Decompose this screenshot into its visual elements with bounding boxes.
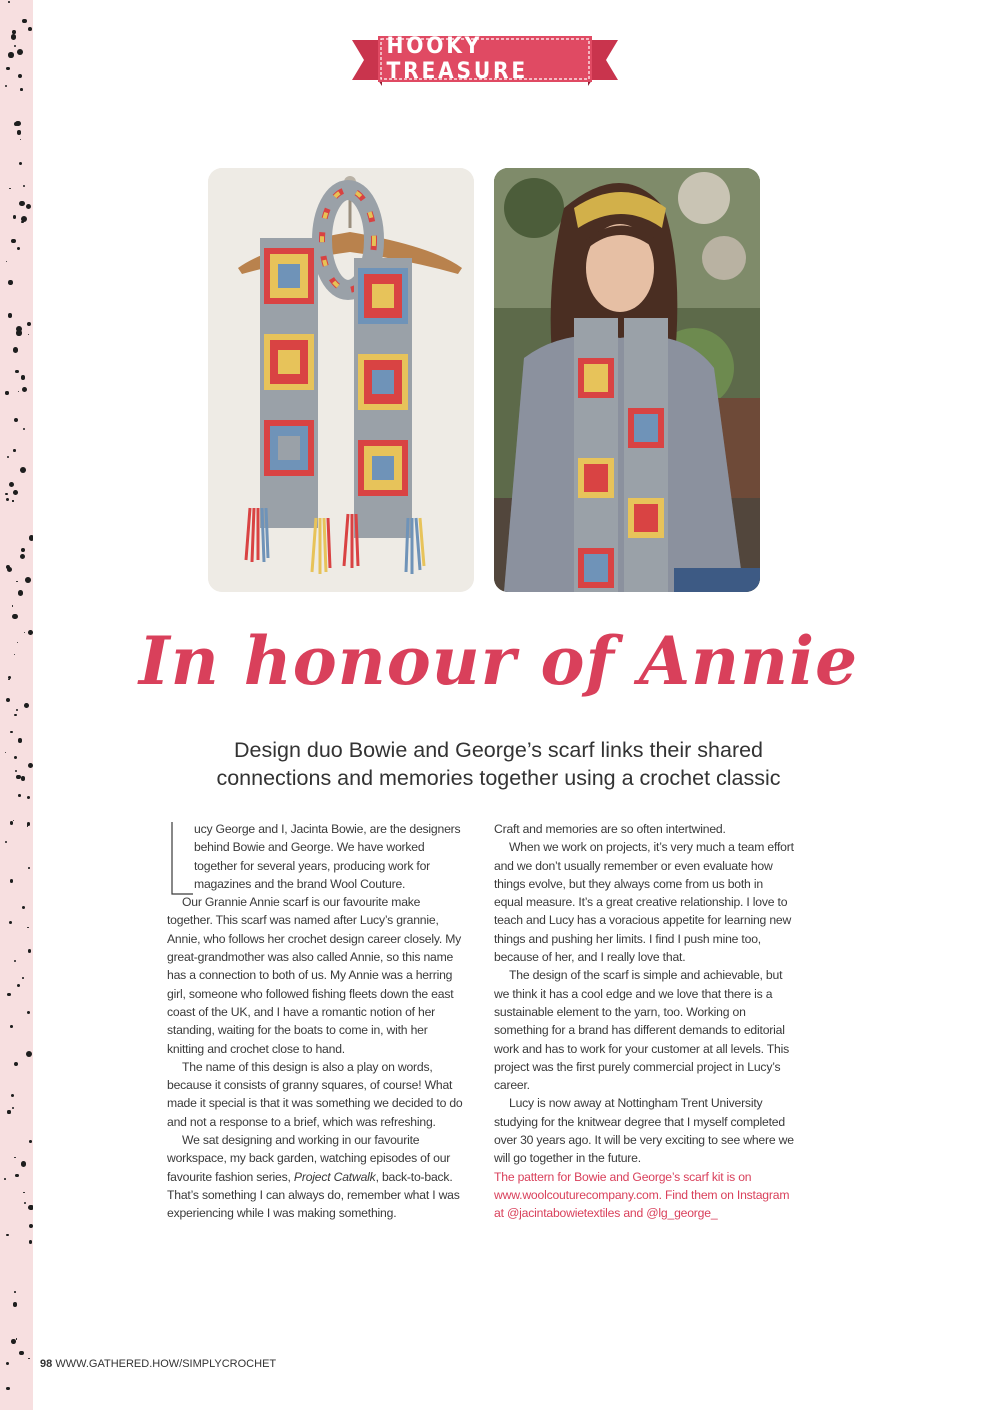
ink-spatter-dot — [14, 756, 17, 759]
ink-spatter-dot — [27, 1011, 30, 1014]
ink-spatter-dot — [8, 1, 10, 3]
ink-spatter-dot — [19, 1351, 24, 1356]
subtitle-line-2: connections and memories together using a crochet classic — [216, 766, 781, 790]
ink-spatter-dot — [6, 261, 7, 262]
paragraph: The design of the scarf is simple and achievable, but we think it has a cool edge and we love that there is a sustainable element to the yarn, too. Working on something for a brand has different demands to editorial work and has to work for your customer at all levels. This project was the first purely commercial project in Lucy’s career. — [494, 968, 790, 1093]
ink-spatter-dot — [26, 1051, 32, 1057]
ink-spatter-dot — [7, 993, 11, 997]
ink-spatter-dot — [10, 879, 13, 882]
ink-spatter-dot — [13, 347, 18, 352]
ink-spatter-dot — [14, 45, 16, 47]
ink-spatter-dot — [29, 1224, 33, 1228]
ink-spatter-dot — [5, 493, 7, 495]
ink-spatter-dot — [28, 867, 30, 869]
ink-spatter-dot — [14, 714, 16, 716]
paragraph: Craft and memories are so often intertwined. — [494, 822, 726, 836]
ink-spatter-dot — [22, 977, 24, 979]
ink-spatter-dot — [28, 1205, 33, 1211]
ink-spatter-dot — [27, 927, 29, 929]
ink-spatter-dot — [20, 467, 26, 473]
ink-spatter-dot — [11, 239, 15, 243]
paragraph: When we work on projects, it’s very much a team effort and we don’t usually remember or even evaluate how things evolve, but they always come from us both in equal measure. It’s a great creative relationship. I love to teach and Lucy has a voracious appetite for learning new things and pushing her limits. I find I push mine too, because of her, and I really love that. — [494, 840, 794, 965]
ink-spatter-dot — [7, 567, 13, 573]
ink-spatter-dot — [15, 370, 18, 373]
ink-spatter-dot — [17, 247, 21, 251]
ink-spatter-dot — [18, 794, 21, 797]
ink-spatter-dot — [14, 960, 16, 962]
ink-spatter-dot — [12, 1107, 14, 1109]
show-title: Project Catwalk — [293, 1169, 376, 1184]
ink-spatter-dot — [15, 1174, 18, 1177]
ink-spatter-dot — [16, 775, 21, 780]
ink-spatter-dot — [9, 921, 12, 924]
ink-spatter-dot — [22, 906, 25, 909]
ink-spatter-dot — [5, 752, 6, 753]
ink-spatter-dot — [12, 30, 16, 34]
body-column-right — [494, 820, 794, 1223]
paragraph-text: We sat designing and working in our favourite workspace, my back garden, watching episodes of our favourite fashion series, — [167, 1133, 451, 1184]
subtitle-line-1: Design duo Bowie and George’s scarf links their shared — [233, 738, 764, 762]
ink-spatter-dot — [23, 1192, 25, 1194]
ink-spatter-dot — [27, 822, 30, 825]
ink-spatter-dot — [7, 1110, 10, 1113]
ink-spatter-dot — [18, 590, 24, 596]
ink-spatter-dot — [21, 548, 25, 552]
ink-spatter-dot — [12, 605, 13, 606]
ink-spatter-dot — [18, 738, 23, 743]
ink-spatter-dot — [10, 821, 14, 825]
ink-spatter-dot — [5, 85, 8, 88]
ink-spatter-dot — [13, 490, 18, 495]
paragraph: Our Grannie Annie scarf is our favourite make together. This scarf was named after Lucy’s grannie, Annie, who follows her crochet design career closely. My great-grandmother was also called Annie, so this name has a connection to both of us. My Annie was a herring girl, someone who followed fishing fleets down the east coast of the UK, and I have a romantic notion of her standing, waiting for the boats to come in, with her knitting and crochet close to hand. — [167, 895, 462, 1056]
ink-spatter-dot — [24, 703, 29, 708]
ink-spatter-dot — [18, 391, 19, 392]
ink-spatter-dot — [15, 121, 20, 126]
ink-spatter-dot — [12, 500, 13, 501]
ink-spatter-dot — [17, 130, 21, 134]
ink-spatter-dot — [16, 581, 18, 583]
ink-spatter-dot — [5, 391, 8, 394]
page-footer — [40, 1358, 276, 1370]
ink-spatter-dot — [22, 387, 27, 392]
scarf-on-hanger-photo — [208, 168, 474, 592]
ink-spatter-dot — [13, 449, 15, 451]
ink-spatter-dot — [14, 1062, 18, 1066]
ink-spatter-dot — [23, 428, 25, 430]
ink-spatter-dot — [10, 731, 13, 734]
ink-spatter-dot — [11, 34, 16, 39]
ink-spatter-dot — [4, 1178, 6, 1180]
ink-spatter-dot — [25, 577, 31, 583]
ink-spatter-dot — [13, 1302, 18, 1307]
ink-spatter-dot — [27, 322, 31, 326]
ink-spatter-dot — [11, 1339, 16, 1344]
ink-spatter-dot — [28, 334, 29, 335]
ink-spatter-dot — [17, 49, 23, 55]
paragraph: Lucy is now away at Nottingham Trent University studying for the knitwear degree that I myself completed over 30 years ago. It will be very exciting to see where we will go together in the future. — [494, 1096, 794, 1166]
ink-spatter-dot — [14, 418, 18, 422]
ink-spatter-dot — [29, 1240, 32, 1243]
ink-spatter-dot — [28, 949, 31, 952]
footer-url: WWW.GATHERED.HOW/SIMPLYCROCHET — [55, 1358, 277, 1370]
ink-spatter-dot — [21, 776, 26, 781]
pattern-info-note: The pattern for Bowie and George’s scarf kit is on www.woolcouturecompany.com. Find them on Instagram at @jacintabowietextiles and @lg_george_ — [494, 1169, 790, 1221]
ink-spatter-dot — [5, 841, 8, 844]
ink-spatter-dot — [17, 984, 20, 987]
ink-spatter-dot — [13, 215, 17, 219]
ink-spatter-dot — [24, 1202, 26, 1204]
body-column-left — [167, 820, 467, 1223]
ink-spatter-dot — [16, 330, 21, 335]
ink-spatter-dot — [6, 1362, 9, 1365]
decorative-side-strip — [0, 0, 33, 1410]
ink-spatter-dot — [26, 204, 31, 209]
ink-spatter-dot — [20, 88, 23, 91]
ink-spatter-dot — [27, 796, 30, 799]
ink-spatter-dot — [9, 482, 14, 487]
ink-spatter-dot — [14, 1291, 16, 1293]
ink-spatter-dot — [23, 185, 25, 187]
ink-spatter-dot — [29, 535, 33, 540]
ink-spatter-dot — [28, 1358, 29, 1359]
ink-spatter-dot — [19, 162, 22, 165]
ink-spatter-dot — [21, 1161, 27, 1167]
ink-spatter-dot — [20, 139, 21, 140]
ink-spatter-dot — [28, 763, 33, 768]
paragraph — [167, 1131, 467, 1222]
ink-spatter-dot — [11, 1094, 14, 1097]
ink-spatter-dot — [22, 19, 26, 23]
ink-spatter-dot — [16, 1338, 18, 1340]
paragraph: The name of this design is also a play on words, because it consists of granny squares, of course! What made it special is that it was something we decided to do and not a response to a brief, which was refreshing. — [167, 1059, 463, 1129]
paragraph: ucy George and I, Jacinta Bowie, are the designers behind Bowie and George. We have worked together for several years, producing work for magazines and the brand Wool Couture. — [194, 822, 461, 891]
ink-spatter-dot — [21, 216, 27, 222]
ink-spatter-dot — [13, 820, 14, 821]
ink-spatter-dot — [6, 1234, 9, 1237]
ink-spatter-dot — [7, 456, 9, 458]
ink-spatter-dot — [6, 67, 9, 70]
ink-spatter-dot — [12, 614, 18, 620]
woman-wearing-scarf-photo — [494, 168, 760, 592]
article-subtitle — [150, 736, 847, 792]
paragraph-text: , back-to-back. That’s something I can always do, remember what I was experiencing while I was making something. — [167, 1169, 460, 1221]
ink-spatter-dot — [6, 1387, 9, 1390]
ink-spatter-dot — [10, 1025, 13, 1028]
ink-spatter-dot — [6, 498, 9, 501]
page-number: 98 — [40, 1358, 53, 1370]
ink-spatter-dot — [8, 313, 12, 317]
ink-spatter-dot — [20, 554, 26, 560]
ink-spatter-dot — [18, 74, 22, 78]
article-title: In honour of Annie — [138, 622, 859, 700]
ink-spatter-dot — [28, 27, 32, 31]
ink-spatter-dot — [19, 201, 25, 207]
ink-spatter-dot — [9, 188, 10, 189]
section-label: HOOKY TREASURE — [386, 34, 528, 84]
ink-spatter-dot — [16, 709, 18, 711]
ink-spatter-dot — [8, 52, 13, 57]
ink-spatter-dot — [14, 1157, 16, 1159]
ink-spatter-dot — [29, 1140, 32, 1143]
ink-spatter-dot — [8, 280, 12, 284]
ink-spatter-dot — [15, 770, 17, 772]
ink-spatter-dot — [21, 375, 26, 380]
